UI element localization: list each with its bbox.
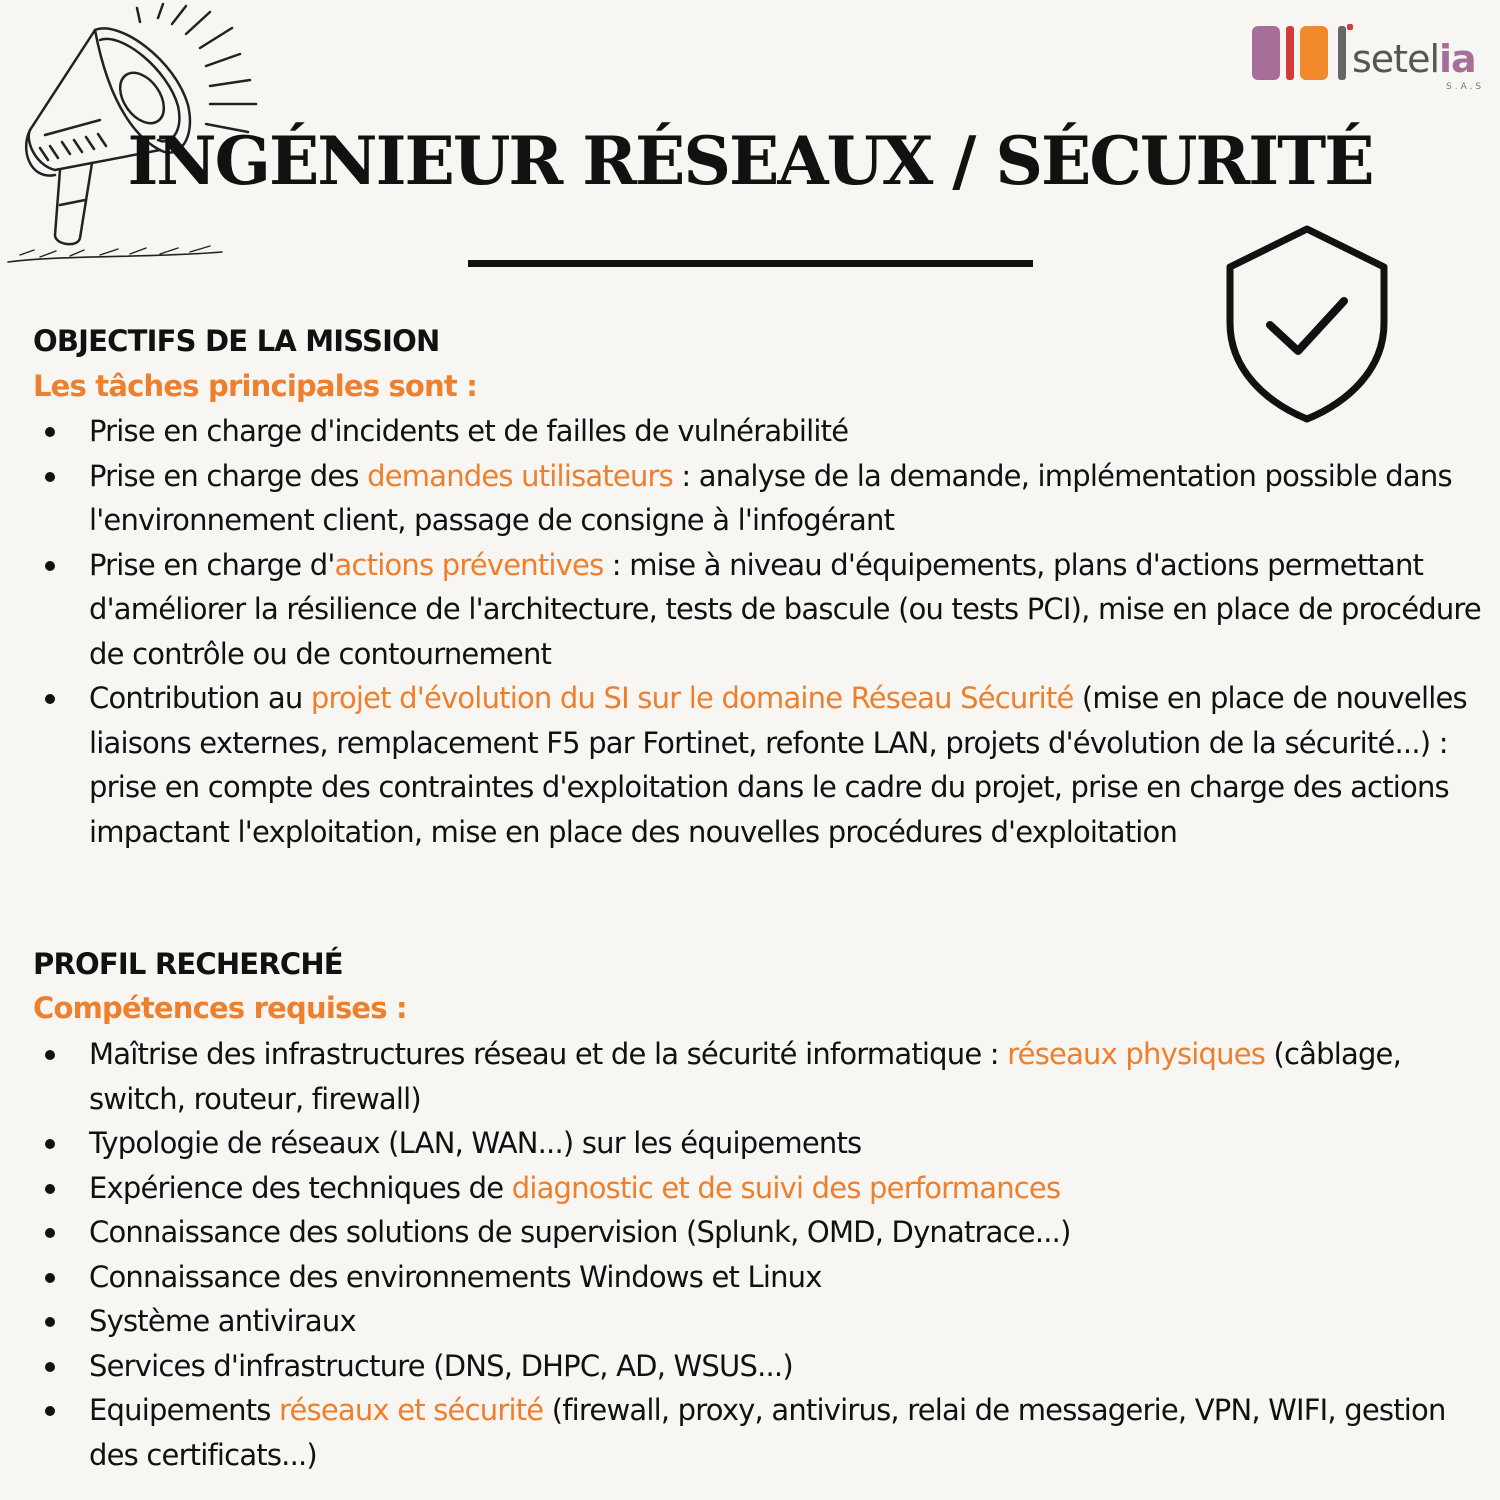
list-item: Typologie de réseaux (LAN, WAN...) sur les équipements [0,1121,1498,1166]
list-item: Expérience des techniques de diagnostic et de suivi des performances [0,1166,1498,1211]
shield-check-icon [1222,223,1392,425]
list-item: Prise en charge d'actions préventives : mise à niveau d'équipements, plans d'actions permettant d'améliorer la résilience de l'architecture, tests de bascule (ou tests PCI), mise en place de procédure de contrôle ou de contournement [0,543,1498,677]
list-item: Prise en charge d'incidents et de failles de vulnérabilité [0,409,1498,454]
mission-subheading: Les tâches principales sont : [33,369,478,403]
title-underline [468,260,1033,267]
mission-task-list [0,409,1498,854]
logo-subtext: S.A.S [1446,82,1485,92]
profile-heading: PROFIL RECHERCHÉ [33,947,343,981]
list-item: Système antiviraux [0,1299,1498,1344]
profile-subheading: Compétences requises : [33,991,407,1025]
list-item: Maîtrise des infrastructures réseau et de la sécurité informatique : réseaux physiques (câblage, switch, routeur, firewall) [0,1032,1498,1121]
list-item: Services d'infrastructure (DNS, DHPC, AD, WSUS...) [0,1344,1498,1389]
profile-skill-list [0,1032,1498,1477]
logo-wordmark: setelia [1352,37,1476,81]
list-item: Connaissance des solutions de supervision (Splunk, OMD, Dynatrace...) [0,1210,1498,1255]
page-title: INGÉNIEUR RÉSEAUX / SÉCURITÉ [127,122,1373,200]
mission-heading: OBJECTIFS DE LA MISSION [33,324,440,358]
list-item: Equipements réseaux et sécurité (firewall, proxy, antivirus, relai de messagerie, VPN, WIFI, gestion des certificats...) [0,1388,1498,1477]
list-item: Contribution au projet d'évolution du SI sur le domaine Réseau Sécurité (mise en place de nouvelles liaisons externes, remplacement F5 par Fortinet, refonte LAN, projets d'évolution de la sécurité...) : prise en compte des contraintes d'exploitation dans le cadre du projet, prise en charge des actions impactant l'exploitation, mise en place des nouvelles procédures d'exploitation [0,676,1498,854]
list-item: Prise en charge des demandes utilisateurs : analyse de la demande, implémentation possible dans l'environnement client, passage de consigne à l'infogérant [0,454,1498,543]
list-item: Connaissance des environnements Windows et Linux [0,1255,1498,1300]
